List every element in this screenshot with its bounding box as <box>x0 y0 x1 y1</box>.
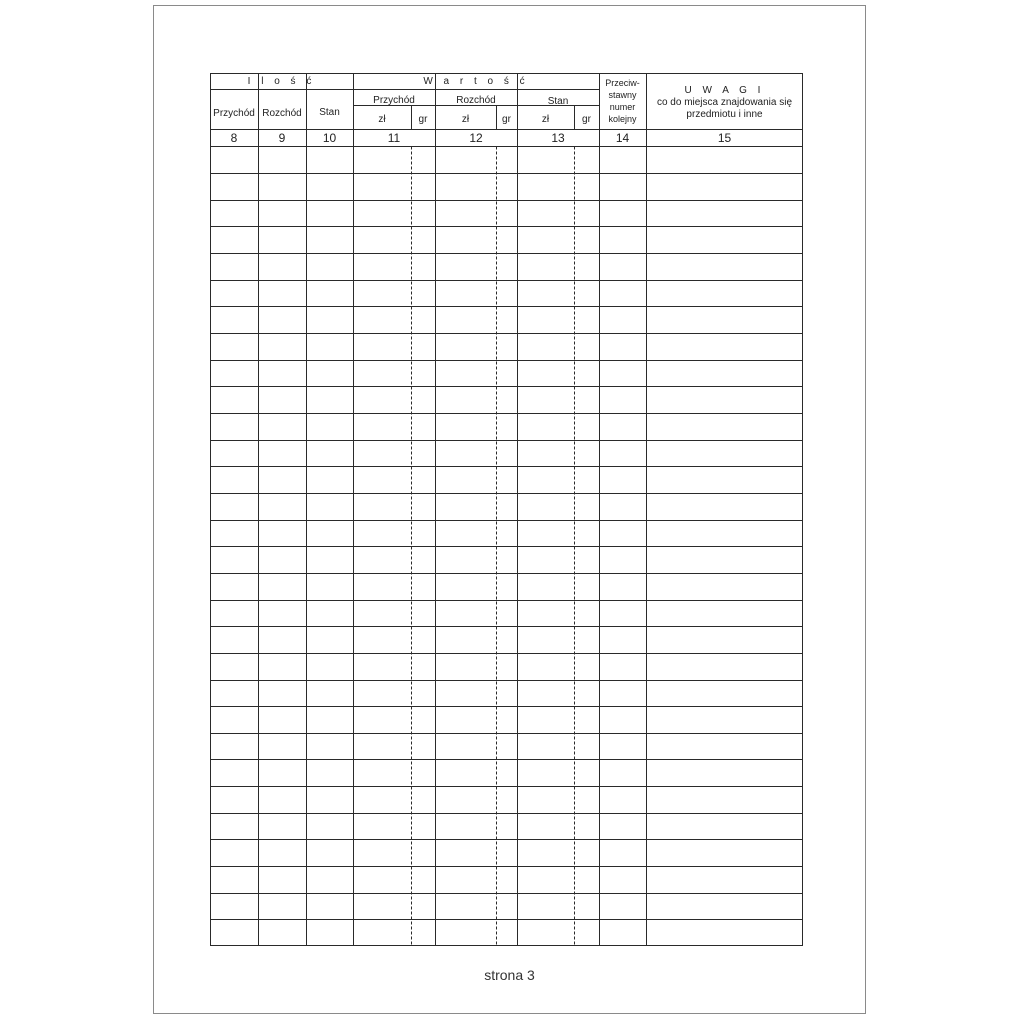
column-number: 8 <box>230 131 238 145</box>
zl-header: zł <box>541 114 550 125</box>
column-number: 15 <box>717 131 732 145</box>
przeciwstawny-header-line: stawny <box>608 90 637 100</box>
column-number: 14 <box>615 131 630 145</box>
column-number: 10 <box>322 131 337 145</box>
column-number: 13 <box>551 131 565 145</box>
column-number: 12 <box>469 131 483 145</box>
uwagi-subheader: przedmiotu i inne <box>686 109 763 120</box>
uwagi-header: U W A G I <box>684 85 765 96</box>
przeciwstawny-header-line: kolejny <box>608 114 637 124</box>
gr-header: gr <box>502 114 511 125</box>
column-number: 11 <box>387 131 401 145</box>
val-rozchod-header: Rozchód <box>456 95 496 106</box>
qty-stan-header: Stan <box>319 107 340 118</box>
wartosc-header: W a r t o ś ć <box>423 76 529 87</box>
uwagi-subheader: co do miejsca znajdowania się <box>656 97 793 108</box>
gr-header: gr <box>418 114 428 125</box>
przeciwstawny-header-line: numer <box>609 102 636 112</box>
ledger-form <box>210 73 803 946</box>
val-stan-header: Stan <box>547 96 569 107</box>
form-border <box>211 74 803 946</box>
qty-rozchod-header: Rozchód <box>262 108 302 119</box>
ilosc-header: I l o ś ć <box>247 76 316 87</box>
qty-przychod-header: Przychód <box>213 108 255 119</box>
przeciwstawny-header-line: Przeciw- <box>605 78 640 88</box>
val-przychod-header: Przychód <box>373 95 415 106</box>
page-number: strona 3 <box>484 967 535 983</box>
zl-header: zł <box>378 114 386 125</box>
form-grid <box>210 73 803 946</box>
column-number: 9 <box>278 131 286 145</box>
gr-header: gr <box>582 114 591 125</box>
zl-header: zł <box>461 114 470 125</box>
